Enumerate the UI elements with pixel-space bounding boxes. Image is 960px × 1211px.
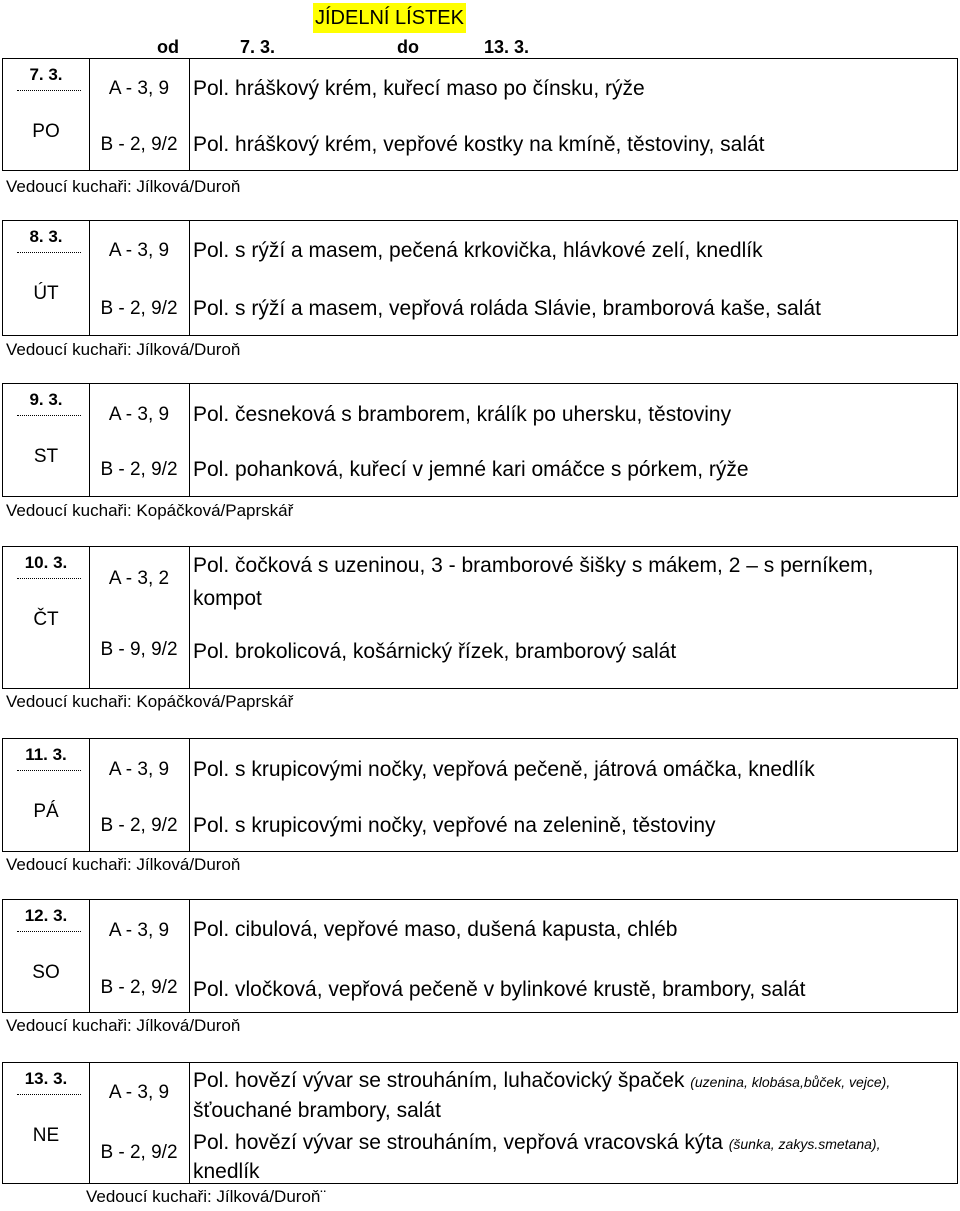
day-name: NE [32,1125,60,1146]
menu-b-code: B - 2, 9/2 [100,977,178,998]
menu-a-meal: Pol. hráškový krém, kuřecí maso po čínsku, rýže [193,77,645,100]
menu-b-meal: Pol. vločková, vepřová pečeně v bylinkové krustě, brambory, salát [193,978,806,1001]
day-block-st [2,383,958,497]
menu-b-meal: Pol. hráškový krém, vepřové kostky na kmíně, těstoviny, salát [193,133,765,156]
day-block-ut [2,220,958,336]
menu-a-meal: Pol. hovězí vývar se strouháním, luhačovický špaček (uzenina, klobása,bůček, vejce), [193,1069,891,1092]
menu-a-code: A - 3, 2 [108,568,170,589]
cook-label: Vedoucí kuchaři: Kopáčková/Paprskář [6,692,294,711]
menu-a-meal: Pol. čočková s uzeninou, 3 - bramborové šišky s mákem, 2 – s perníkem, [193,554,874,577]
day-date: 9. 3. [29,390,63,409]
day-date: 11. 3. [25,745,67,764]
menu-a-meal-cont: šťouchané brambory, salát [193,1099,441,1122]
cook-label: Vedoucí kuchaři: Jílková/Duroň [6,340,241,359]
day-name: ČT [33,609,59,630]
menu-b-code: B - 9, 9/2 [100,639,178,660]
from-date: 7. 3. [240,37,276,57]
cook-label: Vedoucí kuchaři: Kopáčková/Paprskář [6,501,294,520]
menu-a-meal: Pol. cibulová, vepřové maso, dušená kapusta, chléb [193,918,678,941]
menu-b-note: (šunka, zakys.smetana), [728,1136,881,1152]
menu-a-meal-cont: kompot [193,587,262,610]
menu-a-code: A - 3, 9 [108,1082,170,1103]
cook-label: Vedoucí kuchaři: Jílková/Duroň [6,177,241,196]
cook-label: Vedoucí kuchaři: Jílková/Duroň [6,1016,241,1035]
menu-a-meal: Pol. s rýží a masem, pečená krkovička, hlávkové zelí, knedlík [193,239,763,262]
day-block-so [2,899,958,1013]
menu-a-code: A - 3, 9 [108,920,170,941]
menu-b-code: B - 2, 9/2 [100,815,178,836]
menu-a-meal: Pol. s krupicovými nočky, vepřová pečeně, játrová omáčka, knedlík [193,758,815,781]
day-block-po [2,58,958,171]
day-name: SO [32,962,60,983]
menu-a-code: A - 3, 9 [108,759,170,780]
menu-b-meal: Pol. brokolicová, košárnický řízek, bramborový salát [193,640,677,663]
to-label: do [397,37,419,57]
menu-b-code: B - 2, 9/2 [100,298,178,319]
menu-b-meal: Pol. pohanková, kuřecí v jemné kari omáčce s pórkem, rýže [193,458,749,481]
menu-b-meal: Pol. s krupicovými nočky, vepřové na zelenině, těstoviny [193,814,716,837]
menu-b-meal-cont: knedlík [193,1160,260,1183]
day-date: 13. 3. [24,1069,68,1088]
day-name: PÁ [33,801,59,822]
day-name: PO [32,121,60,142]
menu-b-meal: Pol. hovězí vývar se strouháním, vepřová vracovská kýta (šunka, zakys.smetana), [193,1131,881,1154]
day-name: ÚT [33,283,59,304]
day-date: 12. 3. [24,906,68,925]
day-date: 7. 3. [29,65,63,84]
menu-a-code: A - 3, 9 [108,78,170,99]
menu-a-code: A - 3, 9 [108,404,170,425]
menu-title: JÍDELNÍ LÍSTEK [313,3,466,33]
menu-b-meal: Pol. s rýží a masem, vepřová roláda Slávie, bramborová kaše, salát [193,297,821,320]
menu-a-note: (uzenina, klobása,bůček, vejce), [690,1074,891,1090]
day-block-ct [2,546,958,689]
day-block-ne [2,1062,958,1184]
cook-label: Vedoucí kuchaři: Jílková/Duroň [6,855,241,874]
day-date: 10. 3. [24,553,68,572]
day-date: 8. 3. [29,227,63,246]
menu-a-meal: Pol. česneková s bramborem, králík po uhersku, těstoviny [193,403,732,426]
to-date: 13. 3. [484,37,530,57]
day-name: ST [33,446,59,467]
day-block-pa [2,738,958,852]
cook-label: Vedoucí kuchaři: Jílková/Duroň¨ [86,1187,327,1206]
from-label: od [157,37,179,57]
menu-b-code: B - 2, 9/2 [100,1142,178,1163]
menu-b-code: B - 2, 9/2 [100,459,178,480]
menu-a-code: A - 3, 9 [108,240,170,261]
menu-b-code: B - 2, 9/2 [100,134,178,155]
